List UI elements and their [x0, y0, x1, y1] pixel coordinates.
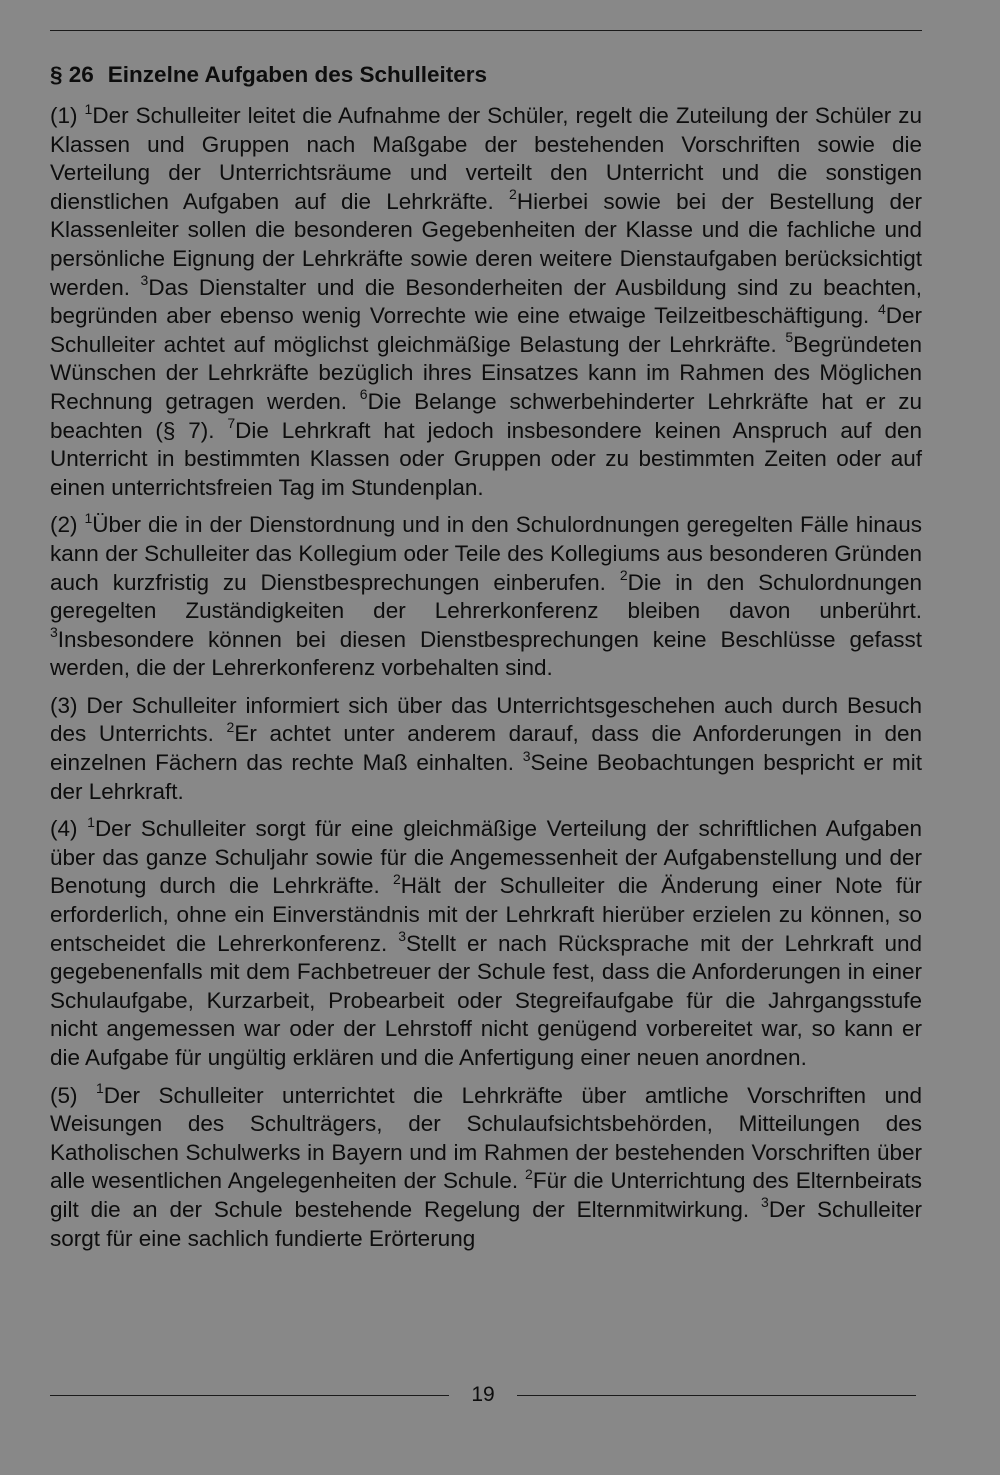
paragraph-text: (3) Der Schulleiter informiert sich über das Unterrichtsgeschehen auch durch Besuch des Unterrichts.	[50, 692, 922, 747]
paragraph-text: (4)	[50, 816, 88, 842]
paragraph-text: Für die Unterrichtung des Elternbeirats gilt die an der Schule bestehende Regelung der Elternmitwirkung.	[50, 1168, 923, 1222]
sentence-number: 1	[95, 1080, 104, 1097]
paragraph-text: (5)	[50, 1082, 96, 1108]
paragraph-text: Der Schulleiter unterrichtet die Lehrkräfte über amtliche Vorschriften und Weisungen des Schulträgers, der Schulaufsichtsbehörden, Mitteilungen des Katholischen Schulwerks in Bayern und im Rahmen der bestehenden Vorschriften über alle wesentlichen Angelegenheiten der Schule.	[50, 1082, 922, 1194]
paragraph-text: Der Schulleiter sorgt für eine sachlich fundierte Erörterung	[50, 1196, 922, 1251]
sentence-number: 3	[50, 624, 58, 641]
page-footer	[50, 1380, 916, 1410]
paragraph-4	[50, 815, 922, 1072]
paragraph-text: Er achtet unter anderem darauf, dass die Anforderungen in den einzelnen Fächern das rechte Maß einhalten.	[50, 721, 922, 776]
paragraph-text: Begründeten Wünschen der Lehrkräfte bezüglich ihres Einsatzes kann im Rahmen des Möglichen Rechnung getragen werden.	[50, 331, 922, 414]
paragraph-text: (2)	[50, 512, 85, 538]
paragraph-text: Die Lehrkraft hat jedoch insbesondere keinen Anspruch auf den Unterricht in bestimmten Klassen oder Gruppen oder zu bestimmten Zeiten oder auf einen unterrichtsfreien Tag im Stundenplan.	[50, 417, 922, 500]
paragraph-text: Insbesondere können bei diesen Dienstbesprechungen keine Beschlüsse gefasst werden, die der Lehrerkonferenz vorbehalten sind.	[50, 626, 922, 681]
paragraph-text: Die in den Schulordnungen geregelten Zuständigkeiten der Lehrerkonferenz bleiben davon unberührt.	[50, 569, 923, 624]
page-number: 19	[471, 1383, 495, 1406]
document-body	[50, 60, 922, 1262]
paragraph-text: Stellt er nach Rücksprache mit der Lehrkraft und gegebenenfalls mit dem Fachbetreuer der Schule fest, dass die Anforderungen in einer Schulaufgabe, Kurzarbeit, Probearbeit oder Stegreifaufgabe für die Jahrgangsstufe nicht angemessen war oder der Lehrstoff nicht genügend vorbereitet war, so kann er die Aufgabe für ungültig erklären und die Anfertigung einer neuen anordnen.	[50, 930, 922, 1070]
sentence-number: 2	[525, 1165, 533, 1182]
paragraph-text: Seine Beobachtungen bespricht er mit der Lehrkraft.	[50, 750, 922, 804]
sentence-number: 2	[509, 186, 517, 203]
paragraph-text: Hält der Schulleiter die Änderung einer Note für erforderlich, ohne ein Einverständnis mit der Lehrkraft hierüber erzielen zu können, so entscheidet die Lehrerkonferenz.	[50, 873, 923, 956]
sentence-number: 6	[359, 386, 368, 403]
sentence-number: 1	[87, 813, 95, 830]
sentence-number: 2	[226, 718, 235, 735]
section-number: § 26	[50, 62, 94, 87]
paragraph-3	[50, 692, 922, 806]
sentence-number: 5	[785, 329, 794, 346]
sentence-number: 7	[227, 415, 236, 432]
section-heading	[50, 60, 922, 90]
paragraph-text: Hierbei sowie bei der Bestellung der Klassenleiter sollen die besonderen Gegebenheiten der Klasse und die fachliche und persönliche Eignung der Lehrkräfte sowie deren weitere Dienstaufgaben berücksichtigt werden.	[50, 188, 923, 300]
sentence-number: 1	[84, 509, 93, 526]
paragraph-2	[50, 511, 922, 683]
sentence-number: 3	[140, 272, 149, 289]
paragraph-text: Der Schulleiter sorgt für eine gleichmäßige Verteilung der schriftlichen Aufgaben über das ganze Schuljahr sowie für die Angemessenheit der Aufgabenstellung und der Benotung durch die Lehrkräfte.	[50, 816, 923, 899]
paragraph-text: Das Dienstalter und die Besonderheiten der Ausbildung sind zu beachten, begründen aber ebenso wenig Vorrechte wie eine etwaige Teilzeitbeschäftigung.	[50, 274, 922, 329]
section-title: Einzelne Aufgaben des Schulleiters	[107, 62, 488, 87]
paragraph-text: Der Schulleiter achtet auf möglichst gleichmäßige Belastung der Lehrkräfte.	[50, 303, 922, 357]
sentence-number: 4	[877, 300, 886, 317]
top-rule	[50, 30, 922, 31]
sentence-number: 3	[761, 1194, 769, 1211]
footer-rule-left	[50, 1395, 449, 1396]
sentence-number: 3	[398, 928, 407, 945]
paragraph-1	[50, 102, 922, 502]
sentence-number: 2	[392, 870, 401, 887]
sentence-number: 1	[84, 100, 93, 117]
paragraph-5	[50, 1082, 922, 1254]
paragraph-text: Der Schulleiter leitet die Aufnahme der Schüler, regelt die Zuteilung der Schüler zu Klassen und Gruppen nach Maßgabe der bestehenden Vorschriften sowie die Verteilung der Unterrichtsräume und verteilt den Unterricht und die sonstigen dienstlichen Aufgaben auf die Lehrkräfte.	[50, 103, 923, 214]
footer-rule-right	[517, 1395, 916, 1396]
sentence-number: 3	[522, 747, 531, 764]
paragraph-text: Über die in der Dienstordnung und in den Schulordnungen geregelten Fälle hinaus kann der Schulleiter das Kollegium oder Teile des Kollegiums aus besonderen Gründen auch kurzfristig zu Dienstbesprechungen einberufen.	[50, 512, 922, 595]
paragraph-text: Die Belange schwerbehinderter Lehrkräfte hat er zu beachten (§ 7).	[50, 388, 922, 443]
sentence-number: 2	[619, 567, 628, 583]
paragraph-text: (1)	[50, 103, 85, 128]
